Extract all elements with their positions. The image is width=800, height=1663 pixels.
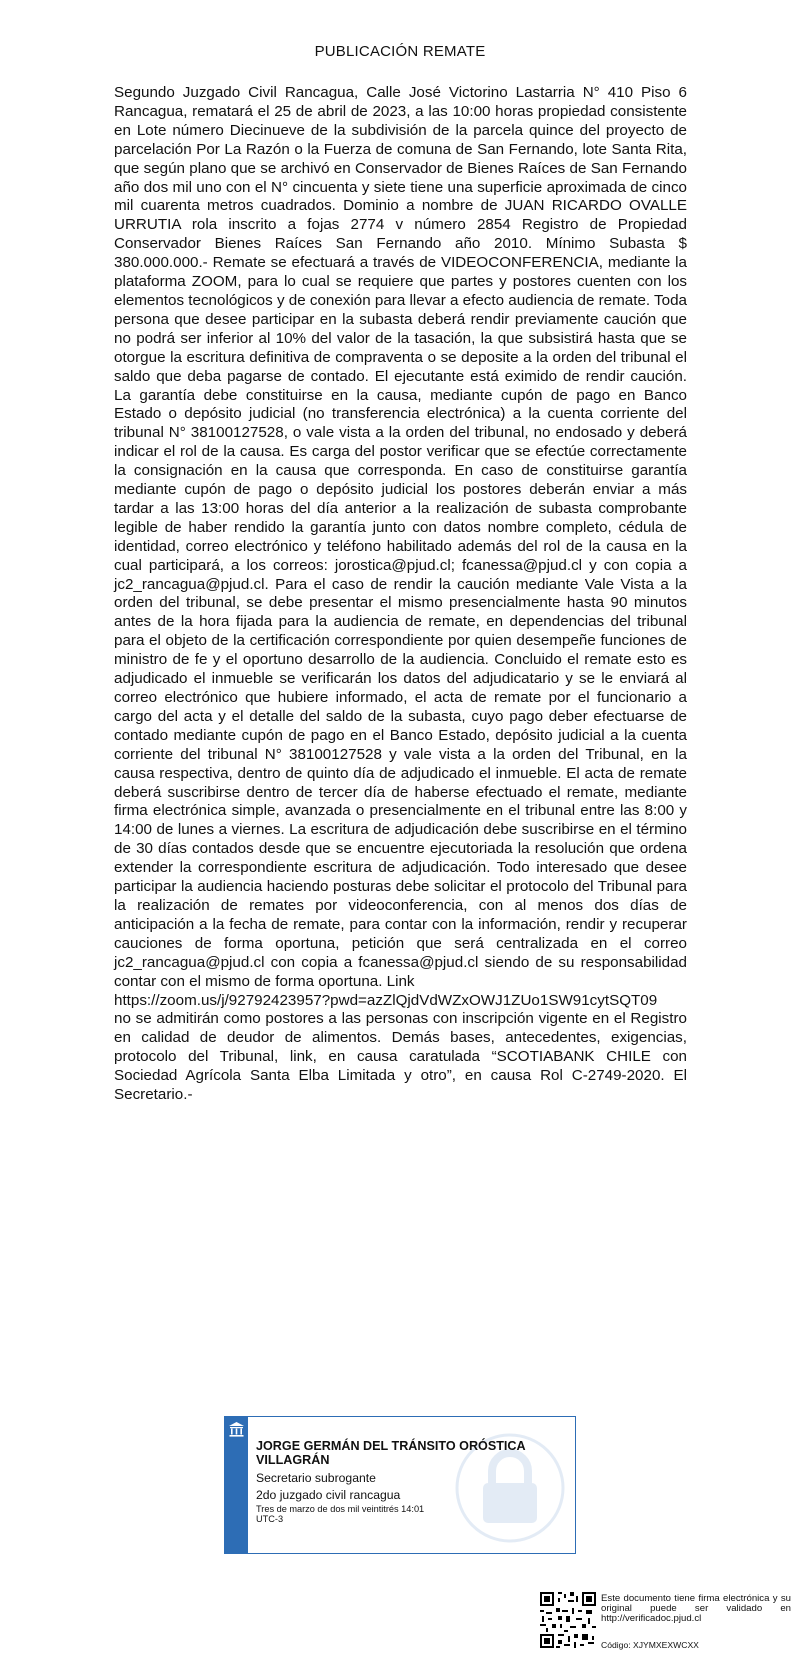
zoom-link[interactable]: https://zoom.us/j/92792423957?pwd=azZlQjdVdWZxOWJ1ZUo1SW91cytSQT09 xyxy=(114,991,658,1009)
signature-box xyxy=(224,1416,576,1554)
signature-strip xyxy=(225,1417,248,1553)
qr-code-icon xyxy=(540,1592,596,1648)
document-title: PUBLICACIÓN REMATE xyxy=(314,43,486,60)
main-paragraph: Segundo Juzgado Civil Rancagua, Calle José Victorino Lastarria N° 410 Piso 6 Rancagua, rematará el 25 de abril de 2023, a las 10:00 horas propiedad consistente en Lote número Diecinueve de la subdivisión de la parcela quince del proyecto de parcelación Por La Razón o la Fuerza de comuna de San Fernando, lote Santa Rita, que según plano que se archivó en Conservador de Bienes Raíces de San Fernando año dos mil uno con el N° cincuenta y siete tiene una superficie aproximada de cinco mil cuarenta metros cuadrados. Dominio a nombre de JUAN RICARDO OVALLE URRUTIA rola inscrito a fojas 2774 v número 2854 Registro de Propiedad Conservador Bienes Raíces San Fernando año 2010. Mínimo Subasta $ 380.000.000.- Remate se efectuará a través de VIDEOCONFERENCIA, mediante la plataforma ZOOM, para lo cual se requiere que partes y postores cuenten con los elementos tecnológicos y de conexión para llevar a efecto audiencia de remate. Toda persona que desee participar en la subasta deberá rendir previamente caución que no podrá ser inferior al 10% del valor de la tasación, la que subsistirá hasta que se otorgue la escritura definitiva de compraventa o se deposite a la orden del tribunal el saldo que deba pagarse de contado. El ejecutante está eximido de rendir caución. La garantía debe constituirse en la causa, mediante cupón de pago en Banco Estado o depósito judicial (no transferencia electrónica) a la cuenta corriente del tribunal N° 38100127528, o vale vista a la orden del tribunal, no endosado y deberá indicar el rol de la causa. Es carga del postor verificar que se efectúe correctamente la consignación en la causa que corresponda. En caso de constituirse garantía mediante cupón de pago o depósito judicial los postores deberán enviar a más tardar a las 13:00 horas del día anterior a la realización de subasta comprobante legible de haber rendido la garantía junto con datos nombre completo, cédula de identidad, correo electrónico y teléfono habilitado además del rol de la causa en la cual participará, a los correos: jorostica@pjud.cl; fcanessa@pjud.cl y con copia a jc2_rancagua@pjud.cl. Para el caso de rendir la caución mediante Vale Vista a la orden del tribunal, se debe presentar el mismo presencialmente hasta 90 minutos antes de la hora fijada para la audiencia de remate, en dependencias del tribunal para el objeto de la certificación correspondiente por quien desempeñe funciones de ministro de fe y el oportuno desarrollo de la audiencia. Concluido el remate esto es adjudicado el inmueble se verificarán los datos del adjudicatario y se le enviará al correo electrónico que hubiere informado, el acta de remate por el funcionario a cargo del acta y el detalle del saldo de la subasta, cuyo pago deber efectuarse de contado mediante cupón de pago en el Banco Estado, depósito judicial a la cuenta corriente del tribunal N° 38100127528 y vale vista a la orden del Tribunal, en la causa respectiva, dentro de quinto día de adjudicado el inmueble. El acta de remate deberá suscribirse dentro de tercer día de haberse efectuado el remate, mediante firma electrónica simple, avanzada o presencialmente en el tribunal entre las 8:00 y 14:00 de lunes a viernes. La escritura de adjudicación debe suscribirse en el término de 30 días contados desde que se encuentre ejecutoriada la resolución que ordena extender la correspondiente escritura de adjudicación. Todo interesado que desee participar la audiencia haciendo posturas debe solicitar el protocolo del Tribunal para la realización de remates por videoconferencia, con al menos dos días de anticipación a la fecha de remate, para contar con la información, rendir y recuperar cauciones de forma oportuna, petición que será centralizada en el correo jc2_rancagua@pjud.cl con copia a fcanessa@pjud.cl siendo de su responsabilidad contar con el mismo de forma oportuna. Link xyxy=(114,84,687,990)
closing-paragraph: no se admitirán como postores a las personas con inscripción vigente en el Registro en calidad de deudor de alimentos. Demás bases, antecedentes, exigencias, protocolo del Tribunal, link, en causa caratulada “SCOTIABANK CHILE con Sociedad Agrícola Santa Elba Limitada y otro”, en causa Rol C-2749-2020. El Secretario.- xyxy=(114,1010,687,1104)
verification-code: Código: XJYMXEXWCXX xyxy=(601,1640,699,1650)
signer-name: JORGE GERMÁN DEL TRÁNSITO ORÓSTICA VILLAGRÁN xyxy=(256,1439,526,1467)
verification-block xyxy=(540,1592,795,1652)
document-body xyxy=(114,84,687,1105)
courthouse-icon xyxy=(228,1421,245,1438)
verification-text: Este documento tiene firma electrónica y su original puede ser validado en http://verificadoc.pjud.cl xyxy=(601,1593,791,1625)
signature-content xyxy=(256,1440,566,1525)
signer-role: Secretario subrogante xyxy=(256,1471,376,1485)
signature-date: Tres de marzo de dos mil veintitrés 14:01 UTC-3 xyxy=(256,1504,425,1524)
signer-court: 2do juzgado civil rancagua xyxy=(256,1487,401,1502)
